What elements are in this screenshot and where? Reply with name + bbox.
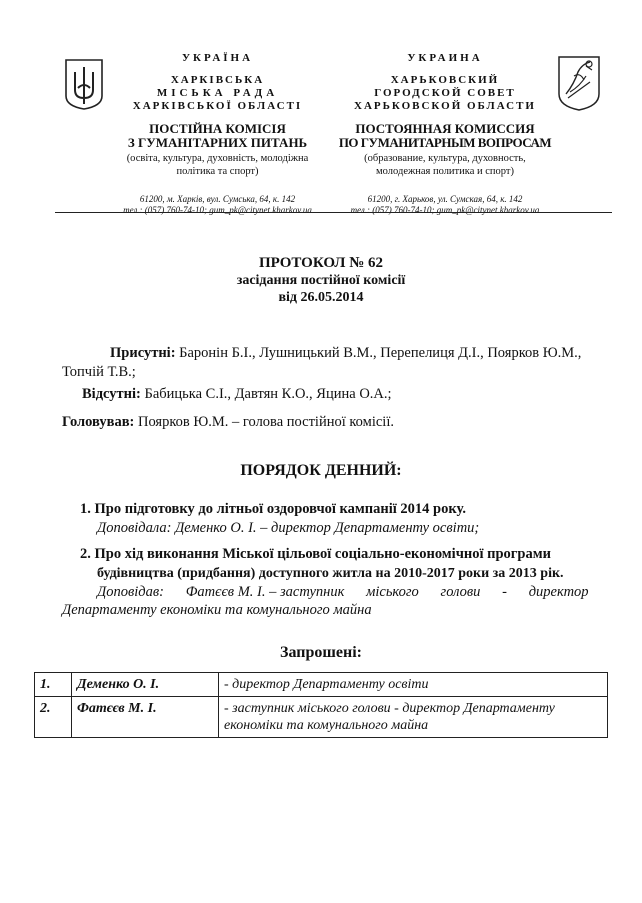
committee-line: ПОСТІЙНА КОМІСІЯ bbox=[149, 121, 286, 136]
address-line: 61200, г. Харьков, ул. Сумская, 64, к. 142 bbox=[367, 194, 523, 204]
committee-scope-ua bbox=[110, 152, 325, 178]
council-line: ХАРЬКОВСКОЙ ОБЛАСТИ bbox=[354, 100, 536, 112]
agenda-item-speaker-cont: Департаменту економіки та комунального майна bbox=[62, 602, 372, 618]
row-number: 2. bbox=[35, 697, 72, 738]
chair-label: Головував: bbox=[62, 414, 135, 430]
council-line: ХАРКІВСЬКОЇ ОБЛАСТІ bbox=[132, 100, 303, 112]
invited-heading: Запрошені: bbox=[280, 644, 362, 661]
contact-line: тел.: (057) 760-74-10; gum_pk@citynet.kharkov.ua bbox=[123, 205, 312, 215]
chair-text: Поярков Ю.М. – голова постійної комісії. bbox=[137, 414, 394, 430]
header-divider bbox=[55, 212, 612, 213]
committee-line: ПО ГУМАНИТАРНЫМ ВОПРОСАМ bbox=[338, 135, 552, 150]
committee-line: ПОСТОЯННАЯ КОМИССИЯ bbox=[355, 121, 535, 136]
present-label: Присутні: bbox=[110, 345, 176, 361]
ukraine-trident-icon bbox=[64, 58, 104, 110]
council-line: ХАРЬКОВСКИЙ bbox=[390, 74, 500, 86]
protocol-subtitle: засідання постійної комісії bbox=[236, 273, 406, 288]
agenda-item-number: 1. bbox=[80, 501, 91, 517]
table-row bbox=[35, 697, 608, 738]
committee-scope-ru bbox=[330, 152, 560, 178]
row-name: Фатєєв М. І. bbox=[72, 697, 219, 738]
agenda-item-1 bbox=[80, 500, 610, 538]
absent-label: Відсутні: bbox=[82, 386, 141, 402]
scope-line: (образование, культура, духовность, bbox=[364, 153, 526, 164]
position-line: - заступник міського голови - директор Департаменту bbox=[224, 701, 555, 716]
table-row bbox=[35, 673, 608, 697]
council-name-ua bbox=[110, 74, 325, 113]
scope-line: (освіта, культура, духовність, молодіжна bbox=[126, 153, 309, 164]
agenda-item-number: 2. bbox=[80, 546, 91, 562]
row-number: 1. bbox=[35, 673, 72, 697]
council-name-ru bbox=[330, 74, 560, 113]
kharkiv-coat-of-arms-icon bbox=[556, 54, 602, 112]
scope-line: політика та спорт) bbox=[176, 166, 259, 177]
address-line: 61200, м. Харків, вул. Сумська, 64, к. 142 bbox=[139, 194, 296, 204]
absent-list: Бабицька С.І., Давтян К.О., Яцина О.А.; bbox=[144, 386, 392, 402]
agenda-item-speaker: Доповідала: Деменко О. І. – директор Департаменту освіти; bbox=[97, 520, 480, 536]
country-name-ua: УКРАЇНА bbox=[181, 52, 254, 64]
country-name-ru: УКРАИНА bbox=[407, 52, 483, 64]
agenda-item-2 bbox=[80, 545, 610, 583]
committee-line: З ГУМАНІТАРНИХ ПИТАНЬ bbox=[127, 135, 308, 150]
present-continued: Топчій Т.В.; bbox=[62, 364, 136, 380]
present-list: Баронін Б.І., Лушницький В.М., Перепелиця Д.І., Поярков Ю.М., bbox=[179, 345, 582, 361]
council-line: ГОРОДСКОЙ СОВЕТ bbox=[374, 87, 516, 99]
position-line: економіки та комунального майна bbox=[224, 718, 429, 733]
protocol-number: ПРОТОКОЛ № 62 bbox=[258, 255, 384, 271]
agenda-item-speaker: Доповідав: Фатєєв М. І. – заступник міського голови - директор bbox=[97, 584, 589, 600]
present-paragraph bbox=[110, 343, 610, 363]
committee-name-ru bbox=[330, 122, 560, 150]
protocol-date: від 26.05.2014 bbox=[278, 290, 364, 305]
row-position bbox=[219, 697, 608, 738]
committee-name-ua bbox=[110, 122, 325, 150]
invited-table bbox=[34, 672, 608, 738]
agenda-item-title: Про підготовку до літньої оздоровчої кампанії 2014 року. bbox=[94, 501, 466, 517]
header-ukrainian bbox=[110, 52, 325, 216]
row-position bbox=[219, 673, 608, 697]
contact-line: тел.: (057) 760-74-10; gum_pk@citynet.kharkov.ua bbox=[350, 205, 540, 215]
chair-paragraph bbox=[62, 412, 602, 432]
agenda-heading: ПОРЯДОК ДЕННИЙ: bbox=[240, 462, 402, 479]
agenda-item-title: Про хід виконання Міської цільової соціально-економічної програми bbox=[94, 546, 551, 562]
agenda-item-title-cont: будівництва (придбання) доступного житла на 2010-2017 роки за 2013 рік. bbox=[97, 566, 564, 581]
header-russian bbox=[330, 52, 560, 216]
row-name: Деменко О. І. bbox=[72, 673, 219, 697]
position-line: - директор Департаменту освіти bbox=[224, 677, 429, 692]
council-line: ХАРКІВСЬКА bbox=[170, 74, 265, 86]
scope-line: молодежная политика и спорт) bbox=[376, 166, 514, 177]
protocol-title bbox=[0, 255, 642, 306]
absent-paragraph bbox=[82, 384, 602, 404]
council-line: МІСЬКА РАДА bbox=[156, 87, 279, 99]
